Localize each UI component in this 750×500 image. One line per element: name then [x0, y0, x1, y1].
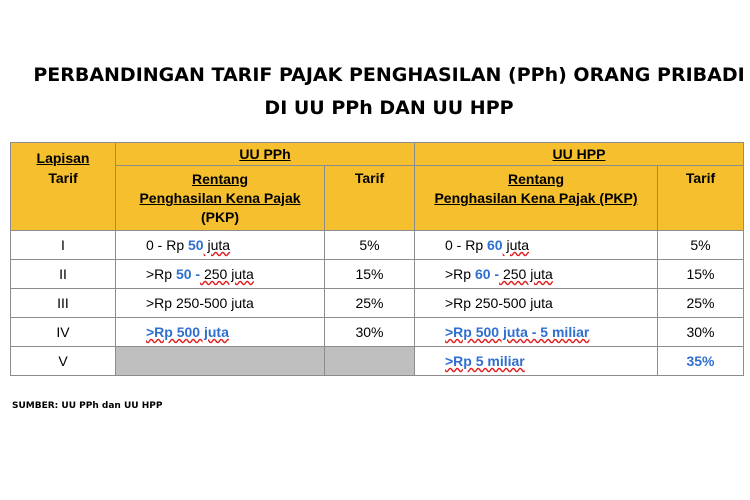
lapisan-cell: III [11, 289, 116, 318]
hpp-tarif-label: Tarif [685, 170, 716, 186]
range-highlight: 50 [188, 237, 204, 253]
table-row [11, 347, 744, 376]
hpp-range-cell [415, 318, 658, 347]
hpp-range-cell [415, 347, 658, 376]
pph-rentang-label: Rentang [192, 171, 248, 187]
range-highlight: 60 - [474, 266, 500, 282]
hpp-tarif-cell: 25% [658, 289, 744, 318]
header-row-1 [11, 143, 744, 166]
pph-tarif-cell: 5% [325, 231, 415, 260]
pph-tarif-label: Tarif [354, 170, 385, 186]
page-subtitle: DI UU PPh DAN UU HPP [264, 97, 514, 119]
pph-pkp-abbr: (PKP) [200, 209, 240, 225]
pph-range-empty-cell [116, 347, 325, 376]
hpp-range-cell [415, 260, 658, 289]
range-highlight: 60 [487, 237, 503, 253]
pph-tarif-cell: 15% [325, 260, 415, 289]
lapisan-cell: V [11, 347, 116, 376]
range-prefix: >Rp [146, 266, 176, 282]
pph-range-cell [116, 318, 325, 347]
tax-rate-table [10, 142, 744, 376]
lapisan-header [11, 143, 116, 231]
hpp-tarif-header [658, 166, 744, 231]
range-suffix: juta [203, 237, 231, 253]
pph-range-header [116, 166, 325, 231]
hpp-range-cell: >Rp 250-500 juta [415, 289, 658, 318]
range-highlight: >Rp 5 miliar [445, 353, 525, 369]
range-suffix: 250 juta [200, 266, 254, 282]
lapisan-header-line2: Tarif [48, 170, 78, 186]
range-highlight: >Rp 500 juta [146, 324, 229, 340]
range-suffix: juta [502, 237, 530, 253]
pph-range-cell [116, 231, 325, 260]
hpp-range-header [415, 166, 658, 231]
pph-tarif-header [325, 166, 415, 231]
hpp-pkp-label: Penghasilan Kena Pajak (PKP) [434, 190, 638, 206]
uu-pph-header-label: UU PPh [239, 146, 291, 162]
pph-range-cell [116, 260, 325, 289]
hpp-tarif-cell: 15% [658, 260, 744, 289]
pph-tarif-empty-cell [325, 347, 415, 376]
hpp-tarif-cell: 30% [658, 318, 744, 347]
lapisan-cell: I [11, 231, 116, 260]
hpp-rentang-label: Rentang [508, 171, 564, 187]
range-prefix: >Rp [445, 266, 475, 282]
uu-hpp-header-label: UU HPP [552, 146, 606, 162]
lapisan-header-line1: Lapisan [36, 150, 90, 166]
range-prefix: 0 - Rp [445, 237, 488, 253]
hpp-tarif-cell: 5% [658, 231, 744, 260]
lapisan-cell: II [11, 260, 116, 289]
hpp-range-cell [415, 231, 658, 260]
pph-tarif-cell: 25% [325, 289, 415, 318]
page-title: PERBANDINGAN TARIF PAJAK PENGHASILAN (PPh) ORANG PRIBADI [33, 64, 745, 86]
hpp-tarif-cell: 35% [658, 347, 744, 376]
range-highlight: 50 - [175, 266, 201, 282]
table-row [11, 318, 744, 347]
range-prefix: 0 - Rp [146, 237, 189, 253]
range-suffix: 250 juta [499, 266, 553, 282]
uu-pph-header [116, 143, 415, 166]
uu-hpp-header [415, 143, 744, 166]
range-highlight: >Rp 500 juta - 5 miliar [445, 324, 590, 340]
pph-range-cell: >Rp 250-500 juta [116, 289, 325, 318]
pph-pkp-label: Penghasilan Kena Pajak [139, 190, 301, 206]
lapisan-cell: IV [11, 318, 116, 347]
pph-tarif-cell: 30% [325, 318, 415, 347]
header-row-2 [11, 166, 744, 231]
table-row [11, 260, 744, 289]
table-row [11, 289, 744, 318]
source-note: SUMBER: UU PPh dan UU HPP [12, 401, 163, 411]
table-row [11, 231, 744, 260]
